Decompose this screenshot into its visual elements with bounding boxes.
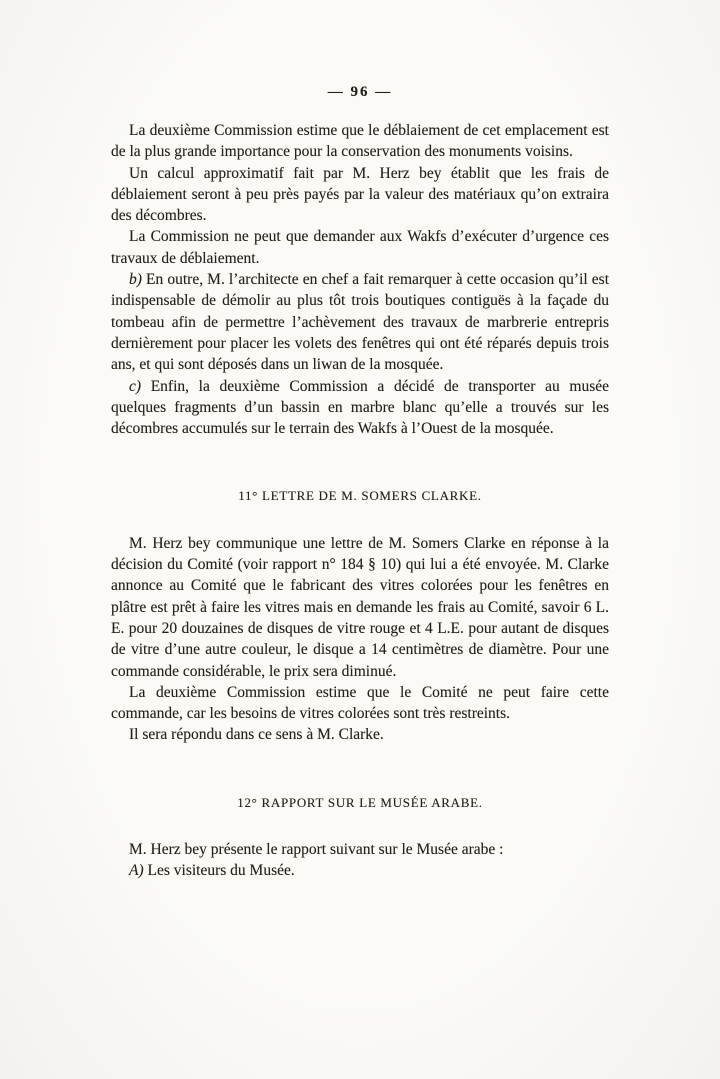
page-number: — 96 — xyxy=(327,84,393,100)
item-letter: c) xyxy=(129,377,142,395)
paragraph-text: M. Herz bey présente le rapport suivant sur le Musée arabe : xyxy=(129,841,504,859)
paragraph-text: La Commission ne peut que demander aux Wakfs d’exécuter d’urgence ces travaux de déblaiement. xyxy=(111,228,609,267)
paragraph xyxy=(111,724,609,745)
paragraph-text: Il sera répondu dans ce sens à M. Clarke. xyxy=(129,726,384,744)
paragraph xyxy=(111,163,609,227)
paragraph-text: Les visiteurs du Musée. xyxy=(147,862,295,880)
section-heading: 12° RAPPORT SUR LE MUSÉE ARABE. xyxy=(237,794,483,810)
item-letter: A) xyxy=(129,862,144,880)
paragraph-text: La deuxième Commission estime que le Comité ne peut faire cette commande, car les besoins de vitres colorées sont très restreints. xyxy=(111,683,609,723)
item-letter: b) xyxy=(129,271,142,289)
paragraph xyxy=(111,682,609,725)
section-heading: 11° LETTRE DE M. SOMERS CLARKE. xyxy=(238,488,482,504)
text-column xyxy=(111,120,609,882)
list-item-paragraph xyxy=(111,860,609,881)
paragraph xyxy=(111,839,609,860)
paragraph-text: La deuxième Commission estime que le déblaiement de cet emplacement est de la plus grande importance pour la conservation des monuments voisins. xyxy=(111,122,609,161)
paragraph-text: M. Herz bey communique une lettre de M. Somers Clarke en réponse à la décision du Comité (voir rapport n° 184 § 10) qui lui a été envoyée. M. Clarke annonce au Comité que le fabricant des vitres colorées pour les fenêtres en plâtre est prêt à faire les vitres mais en demande les frais au Comité, savoir 6 L. E. pour 20 douzaines de disques de vitre rouge et 4 L.E. pour autant de disques de vitre d’une autre couleur, le disque a 14 centimètres de diamètre. Pour une commande considérable, le prix sera diminué. xyxy=(111,534,609,680)
paragraph-text: En outre, M. l’architecte en chef a fait remarquer à cette occasion qu’il est indispensable de démolir au plus tôt trois boutiques contiguës à la façade du tombeau afin de permettre l’achèvement des travaux de marbrerie entrepris dernièrement pour placer les volets des fenêtres qui ont été réparés depuis trois ans, et qui sont déposés dans un liwan de la mosquée. xyxy=(111,271,609,374)
paragraph-text: Un calcul approximatif fait par M. Herz bey établit que les frais de déblaiement seront à peu près payés par la valeur des matériaux qu’on extraira des décombres. xyxy=(111,164,609,225)
list-item-paragraph xyxy=(111,269,609,375)
list-item-paragraph xyxy=(111,376,609,440)
paragraph xyxy=(111,226,609,269)
paragraph xyxy=(111,533,609,682)
paragraph xyxy=(111,120,609,163)
paragraph-text: Enfin, la deuxième Commission a décidé de transporter au musée quelques fragments d’un bassin en marbre blanc qu’elle a trouvés sur les décombres accumulés sur le terrain des Wakfs à l’Ouest de la mosquée. xyxy=(111,377,610,438)
